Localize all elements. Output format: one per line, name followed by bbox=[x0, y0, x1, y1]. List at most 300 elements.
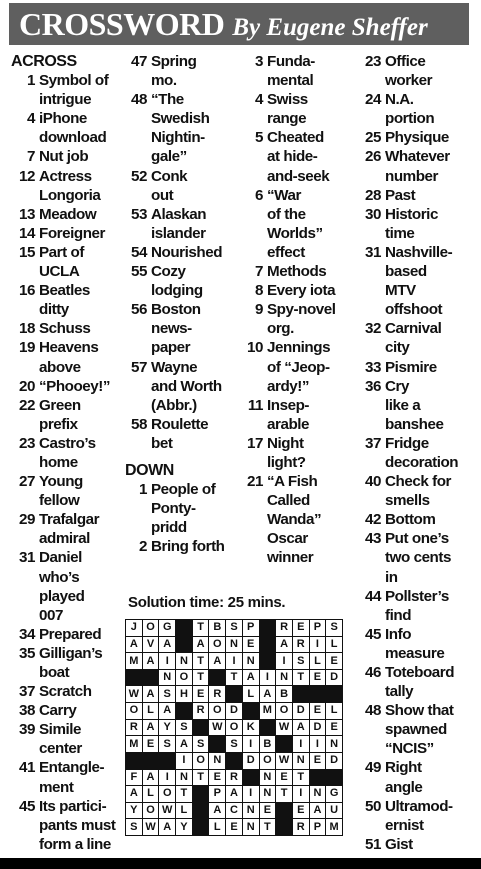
clue-text: Trafalgar admiral bbox=[39, 511, 100, 548]
clue-number: 23 bbox=[365, 53, 381, 70]
clue-number: 32 bbox=[365, 320, 381, 338]
grid-black-square bbox=[193, 720, 209, 736]
clue-text: Cozy lodging bbox=[151, 263, 203, 300]
crossword-solution-grid bbox=[125, 619, 343, 836]
grid-letter-cell: M bbox=[326, 819, 342, 835]
clue-item bbox=[242, 300, 358, 338]
clue-number: 23 bbox=[19, 434, 35, 452]
clue-text: Young fellow bbox=[39, 473, 83, 510]
clue-text: Carnival city bbox=[385, 320, 442, 357]
clue-item bbox=[11, 701, 125, 720]
clue-number: 44 bbox=[365, 587, 381, 605]
clue-item bbox=[357, 358, 477, 377]
clue-number: 16 bbox=[19, 282, 35, 300]
grid-letter-cell: N bbox=[260, 770, 276, 786]
clue-number: 33 bbox=[365, 358, 381, 376]
grid-letter-cell: T bbox=[193, 670, 209, 686]
clue-number: 4 bbox=[255, 91, 263, 109]
clue-text: Daniel who’s played 007 bbox=[39, 549, 85, 624]
grid-letter-cell: P bbox=[209, 786, 225, 802]
clue-item bbox=[11, 758, 125, 796]
clue-item bbox=[357, 52, 477, 90]
grid-letter-cell: B bbox=[209, 620, 225, 636]
clue-text: Pismire bbox=[385, 358, 437, 376]
clue-item bbox=[11, 109, 125, 147]
grid-letter-cell: G bbox=[326, 786, 342, 802]
clue-text: Schuss bbox=[39, 320, 91, 338]
clue-number: 43 bbox=[365, 530, 381, 548]
grid-letter-cell: L bbox=[326, 637, 342, 653]
clue-number: 31 bbox=[365, 243, 381, 261]
clue-item bbox=[357, 835, 477, 854]
clue-text: “The Swedish Nightin- gale” bbox=[151, 91, 210, 166]
clue-text: Methods bbox=[267, 263, 327, 281]
grid-letter-cell: I bbox=[310, 736, 326, 752]
clue-number: 52 bbox=[131, 167, 147, 185]
clue-text: Castro’s home bbox=[39, 434, 96, 471]
across-heading: ACROSS bbox=[11, 53, 77, 70]
clue-text: iPhone download bbox=[39, 110, 107, 147]
grid-letter-cell: A bbox=[293, 720, 309, 736]
grid-letter-cell: O bbox=[209, 637, 225, 653]
grid-letter-cell: S bbox=[193, 736, 209, 752]
clue-text: Toteboard tally bbox=[385, 664, 455, 701]
grid-black-square bbox=[126, 670, 142, 686]
grid-letter-cell: S bbox=[326, 620, 342, 636]
grid-letter-cell: U bbox=[326, 803, 342, 819]
grid-black-square bbox=[193, 803, 209, 819]
grid-letter-cell: S bbox=[226, 620, 242, 636]
grid-letter-cell: T bbox=[193, 770, 209, 786]
grid-letter-cell: E bbox=[326, 653, 342, 669]
grid-letter-cell: N bbox=[176, 770, 192, 786]
grid-letter-cell: W bbox=[143, 819, 159, 835]
clue-column-1 bbox=[11, 52, 125, 854]
grid-letter-cell: O bbox=[226, 720, 242, 736]
grid-letter-cell: F bbox=[126, 770, 142, 786]
clue-text: Spring mo. bbox=[151, 53, 197, 90]
grid-letter-cell: L bbox=[326, 703, 342, 719]
grid-letter-cell: N bbox=[159, 670, 175, 686]
grid-letter-cell: P bbox=[310, 620, 326, 636]
grid-letter-cell: E bbox=[226, 819, 242, 835]
puzzle-byline: By Eugene Sheffer bbox=[232, 14, 428, 41]
clue-item bbox=[242, 52, 358, 90]
clue-number: 13 bbox=[19, 205, 35, 223]
clue-item bbox=[357, 434, 477, 472]
grid-letter-cell: P bbox=[310, 819, 326, 835]
clue-item bbox=[11, 797, 125, 854]
clue-number: 55 bbox=[131, 263, 147, 281]
grid-black-square bbox=[126, 753, 142, 769]
grid-letter-cell: T bbox=[193, 620, 209, 636]
grid-letter-cell: I bbox=[159, 653, 175, 669]
grid-black-square bbox=[260, 720, 276, 736]
grid-letter-cell: J bbox=[126, 620, 142, 636]
grid-letter-cell: S bbox=[226, 736, 242, 752]
clue-text: Insep- arable bbox=[267, 396, 310, 433]
grid-letter-cell: A bbox=[276, 637, 292, 653]
clue-number: 40 bbox=[365, 473, 381, 491]
clue-column-4 bbox=[357, 52, 477, 854]
clue-number: 6 bbox=[255, 186, 263, 204]
grid-black-square bbox=[176, 703, 192, 719]
clue-item bbox=[125, 52, 249, 90]
clue-number: 57 bbox=[131, 358, 147, 376]
clue-text: “War of the Worlds” effect bbox=[267, 186, 323, 261]
clue-number: 19 bbox=[19, 339, 35, 357]
clue-text: Show that spawned “NCIS” bbox=[385, 702, 454, 758]
clue-number: 58 bbox=[131, 415, 147, 433]
clue-item bbox=[357, 758, 477, 796]
grid-letter-cell: W bbox=[159, 803, 175, 819]
clue-text: Green prefix bbox=[39, 396, 81, 433]
clue-item bbox=[242, 338, 358, 395]
grid-letter-cell: A bbox=[126, 637, 142, 653]
clue-number: 45 bbox=[19, 797, 35, 815]
grid-letter-cell: R bbox=[193, 703, 209, 719]
clue-item bbox=[11, 434, 125, 472]
clue-number: 14 bbox=[19, 224, 35, 242]
grid-letter-cell: S bbox=[126, 819, 142, 835]
clue-number: 21 bbox=[247, 473, 263, 491]
clue-item bbox=[11, 682, 125, 701]
clue-number: 11 bbox=[247, 396, 263, 414]
clue-text: Nourished bbox=[151, 243, 223, 261]
clue-number: 1 bbox=[27, 72, 35, 90]
clue-text: N.A. portion bbox=[385, 91, 435, 128]
clue-number: 2 bbox=[139, 538, 147, 556]
clue-list bbox=[357, 52, 477, 854]
grid-letter-cell: L bbox=[176, 803, 192, 819]
page-bottom-edge bbox=[0, 858, 481, 869]
grid-letter-cell: L bbox=[243, 686, 259, 702]
clue-text: Prepared bbox=[39, 625, 102, 643]
grid-letter-cell: A bbox=[143, 653, 159, 669]
clue-item bbox=[357, 377, 477, 434]
clue-number: 48 bbox=[365, 702, 381, 720]
clue-number: 15 bbox=[19, 243, 35, 261]
clue-text: Funda- mental bbox=[267, 53, 315, 90]
clue-number: 47 bbox=[131, 53, 147, 70]
clue-number: 5 bbox=[255, 129, 263, 147]
clue-item bbox=[11, 224, 125, 243]
grid-letter-cell: A bbox=[143, 770, 159, 786]
clue-number: 8 bbox=[255, 282, 263, 300]
clue-number: 30 bbox=[365, 205, 381, 223]
clue-item bbox=[242, 434, 358, 472]
grid-letter-cell: Y bbox=[126, 803, 142, 819]
clue-number: 45 bbox=[365, 625, 381, 643]
clue-number: 28 bbox=[365, 186, 381, 204]
grid-letter-cell: N bbox=[176, 653, 192, 669]
grid-letter-cell: E bbox=[260, 803, 276, 819]
grid-letter-cell: L bbox=[143, 703, 159, 719]
grid-black-square bbox=[310, 770, 326, 786]
grid-letter-cell: A bbox=[260, 686, 276, 702]
grid-letter-cell: I bbox=[260, 670, 276, 686]
grid-letter-cell: I bbox=[226, 653, 242, 669]
grid-black-square bbox=[326, 770, 342, 786]
clue-text: Entangle- ment bbox=[39, 759, 105, 796]
grid-letter-cell: A bbox=[143, 686, 159, 702]
grid-letter-cell: A bbox=[159, 637, 175, 653]
clue-item bbox=[11, 243, 125, 281]
grid-letter-cell: N bbox=[293, 753, 309, 769]
grid-letter-cell: T bbox=[193, 653, 209, 669]
clue-item bbox=[11, 319, 125, 338]
grid-letter-cell: O bbox=[260, 753, 276, 769]
clue-item bbox=[242, 186, 358, 262]
grid-letter-cell: W bbox=[126, 686, 142, 702]
clue-item bbox=[11, 338, 125, 376]
grid-black-square bbox=[276, 819, 292, 835]
clue-item bbox=[125, 415, 249, 453]
grid-letter-cell: N bbox=[326, 736, 342, 752]
clue-number: 38 bbox=[19, 702, 35, 720]
grid-letter-cell: I bbox=[293, 736, 309, 752]
clue-item bbox=[357, 472, 477, 510]
clue-text: Beatles ditty bbox=[39, 282, 90, 319]
grid-letter-cell: R bbox=[276, 620, 292, 636]
grid-letter-cell: V bbox=[143, 637, 159, 653]
clue-text: Put one’s two cents in bbox=[385, 530, 451, 586]
grid-black-square bbox=[260, 620, 276, 636]
clue-item bbox=[11, 147, 125, 166]
clue-text: Cheated at hide- and-seek bbox=[267, 129, 330, 185]
clue-item bbox=[11, 205, 125, 224]
clue-text: Actress Longoria bbox=[39, 167, 101, 204]
clue-item bbox=[357, 797, 477, 835]
grid-letter-cell: N bbox=[243, 803, 259, 819]
clue-item bbox=[242, 128, 358, 185]
grid-letter-cell: E bbox=[143, 736, 159, 752]
grid-letter-cell: B bbox=[276, 686, 292, 702]
clue-number: 31 bbox=[19, 549, 35, 567]
grid-letter-cell: D bbox=[326, 670, 342, 686]
clue-item bbox=[357, 128, 477, 147]
clue-text: Gilligan’s boat bbox=[39, 644, 103, 681]
grid-letter-cell: I bbox=[176, 753, 192, 769]
grid-letter-cell: O bbox=[143, 620, 159, 636]
grid-letter-cell: A bbox=[226, 786, 242, 802]
clue-item bbox=[242, 262, 358, 281]
grid-black-square bbox=[326, 686, 342, 702]
clue-text: Bottom bbox=[385, 511, 436, 529]
clue-text: Historic time bbox=[385, 205, 438, 242]
clue-number: 34 bbox=[19, 625, 35, 643]
clue-number: 26 bbox=[365, 148, 381, 166]
solution-time: Solution time: 25 mins. bbox=[128, 594, 286, 611]
grid-letter-cell: C bbox=[226, 803, 242, 819]
puzzle-header bbox=[9, 3, 469, 45]
clue-number: 51 bbox=[365, 835, 381, 853]
grid-black-square bbox=[159, 753, 175, 769]
grid-letter-cell: D bbox=[243, 753, 259, 769]
grid-letter-cell: K bbox=[243, 720, 259, 736]
grid-black-square bbox=[276, 803, 292, 819]
clue-number: 56 bbox=[131, 301, 147, 319]
clue-number: 29 bbox=[19, 511, 35, 529]
grid-black-square bbox=[260, 637, 276, 653]
clue-text: Swiss range bbox=[267, 91, 308, 128]
clue-item bbox=[242, 90, 358, 128]
clue-item bbox=[11, 720, 125, 758]
grid-letter-cell: O bbox=[126, 703, 142, 719]
clue-number: 1 bbox=[139, 481, 147, 499]
clue-text: People of Ponty- pridd bbox=[151, 481, 216, 537]
clue-item bbox=[125, 205, 249, 243]
clue-item bbox=[125, 243, 249, 262]
grid-black-square bbox=[243, 770, 259, 786]
down-heading: DOWN bbox=[125, 461, 174, 479]
grid-letter-cell: E bbox=[293, 620, 309, 636]
clue-number: 37 bbox=[19, 683, 35, 701]
puzzle-title: CROSSWORD bbox=[19, 6, 225, 42]
grid-letter-cell: H bbox=[176, 686, 192, 702]
clue-item bbox=[11, 167, 125, 205]
grid-letter-cell: O bbox=[193, 753, 209, 769]
grid-letter-cell: S bbox=[159, 736, 175, 752]
grid-letter-cell: I bbox=[293, 786, 309, 802]
clue-number: 50 bbox=[365, 797, 381, 815]
clue-text: Fridge decoration bbox=[385, 434, 459, 471]
clue-number: 37 bbox=[365, 434, 381, 452]
clue-number: 10 bbox=[247, 339, 263, 357]
grid-letter-cell: E bbox=[310, 703, 326, 719]
clue-text: Night light? bbox=[267, 434, 306, 471]
grid-black-square bbox=[310, 686, 326, 702]
grid-letter-cell: T bbox=[226, 670, 242, 686]
clue-item bbox=[357, 147, 477, 185]
clue-number: 24 bbox=[365, 91, 381, 109]
clue-text: Nut job bbox=[39, 148, 89, 166]
clue-item bbox=[11, 644, 125, 682]
clue-text: Symbol of intrigue bbox=[39, 72, 109, 109]
clue-item bbox=[11, 472, 125, 510]
grid-letter-cell: E bbox=[243, 637, 259, 653]
grid-letter-cell: A bbox=[243, 670, 259, 686]
clue-text: Simile center bbox=[39, 721, 82, 758]
clue-text: Foreigner bbox=[39, 224, 105, 242]
grid-letter-cell: A bbox=[143, 720, 159, 736]
grid-letter-cell: A bbox=[159, 819, 175, 835]
grid-black-square bbox=[143, 670, 159, 686]
grid-letter-cell: I bbox=[243, 736, 259, 752]
clue-text: Office worker bbox=[385, 53, 433, 90]
grid-letter-cell: T bbox=[293, 670, 309, 686]
clue-item bbox=[125, 90, 249, 166]
grid-letter-cell: A bbox=[209, 803, 225, 819]
grid-black-square bbox=[293, 686, 309, 702]
grid-letter-cell: R bbox=[293, 637, 309, 653]
grid-letter-cell: B bbox=[260, 736, 276, 752]
grid-black-square bbox=[276, 736, 292, 752]
grid-letter-cell: N bbox=[226, 637, 242, 653]
clue-item bbox=[11, 510, 125, 548]
clue-item bbox=[242, 396, 358, 434]
clue-number: 22 bbox=[19, 396, 35, 414]
clue-number: 54 bbox=[131, 243, 147, 261]
grid-letter-cell: M bbox=[126, 736, 142, 752]
clue-text: “Phooey!” bbox=[39, 377, 111, 395]
clue-number: 18 bbox=[19, 320, 35, 338]
clue-list bbox=[242, 52, 358, 568]
clue-text: Gist bbox=[385, 835, 413, 853]
grid-letter-cell: Y bbox=[176, 819, 192, 835]
clue-number: 4 bbox=[27, 110, 35, 128]
grid-letter-cell: N bbox=[276, 670, 292, 686]
grid-black-square bbox=[209, 736, 225, 752]
grid-letter-cell: I bbox=[159, 770, 175, 786]
grid-letter-cell: D bbox=[310, 720, 326, 736]
grid-black-square bbox=[143, 753, 159, 769]
grid-black-square bbox=[193, 786, 209, 802]
grid-letter-cell: W bbox=[276, 753, 292, 769]
clue-number: 12 bbox=[19, 167, 35, 185]
clue-item bbox=[357, 510, 477, 529]
grid-letter-cell: R bbox=[226, 770, 242, 786]
clue-item bbox=[11, 71, 125, 109]
grid-black-square bbox=[209, 670, 225, 686]
clue-column-2 bbox=[125, 52, 249, 556]
clue-column-3 bbox=[242, 52, 358, 568]
grid-letter-cell: N bbox=[243, 819, 259, 835]
clue-text: “A Fish Called Wanda” Oscar winner bbox=[267, 473, 322, 567]
clue-item bbox=[357, 319, 477, 357]
grid-black-square bbox=[260, 653, 276, 669]
grid-letter-cell: E bbox=[276, 770, 292, 786]
clue-item bbox=[357, 90, 477, 128]
clue-item bbox=[11, 548, 125, 624]
grid-letter-cell: Y bbox=[159, 720, 175, 736]
clue-list bbox=[11, 71, 125, 854]
grid-letter-cell: S bbox=[293, 653, 309, 669]
grid-letter-cell: S bbox=[159, 686, 175, 702]
grid-letter-cell: A bbox=[126, 786, 142, 802]
grid-letter-cell: O bbox=[209, 703, 225, 719]
clue-item bbox=[125, 167, 249, 205]
grid-letter-cell: N bbox=[310, 786, 326, 802]
grid-letter-cell: O bbox=[159, 786, 175, 802]
clue-item bbox=[11, 396, 125, 434]
clue-text: Past bbox=[385, 186, 416, 204]
clue-number: 20 bbox=[19, 377, 35, 395]
clue-text: Its partici- pants must form a line bbox=[39, 797, 116, 853]
grid-black-square bbox=[176, 620, 192, 636]
clue-text: Part of UCLA bbox=[39, 243, 84, 281]
grid-letter-cell: R bbox=[293, 819, 309, 835]
clue-text: Whatever number bbox=[385, 148, 450, 185]
clue-number: 49 bbox=[365, 759, 381, 777]
clue-item bbox=[125, 300, 249, 357]
clue-number: 9 bbox=[255, 301, 263, 319]
clue-item bbox=[125, 262, 249, 300]
grid-letter-cell: E bbox=[326, 720, 342, 736]
grid-letter-cell: N bbox=[209, 753, 225, 769]
grid-black-square bbox=[226, 753, 242, 769]
grid-letter-cell: A bbox=[209, 653, 225, 669]
grid-letter-cell: W bbox=[276, 720, 292, 736]
grid-letter-cell: A bbox=[176, 736, 192, 752]
grid-letter-cell: T bbox=[276, 786, 292, 802]
grid-letter-cell: P bbox=[243, 620, 259, 636]
clue-text: Check for smells bbox=[385, 473, 451, 510]
clue-list bbox=[125, 480, 249, 556]
clue-item bbox=[357, 529, 477, 586]
grid-letter-cell: O bbox=[276, 703, 292, 719]
grid-letter-cell: T bbox=[260, 819, 276, 835]
